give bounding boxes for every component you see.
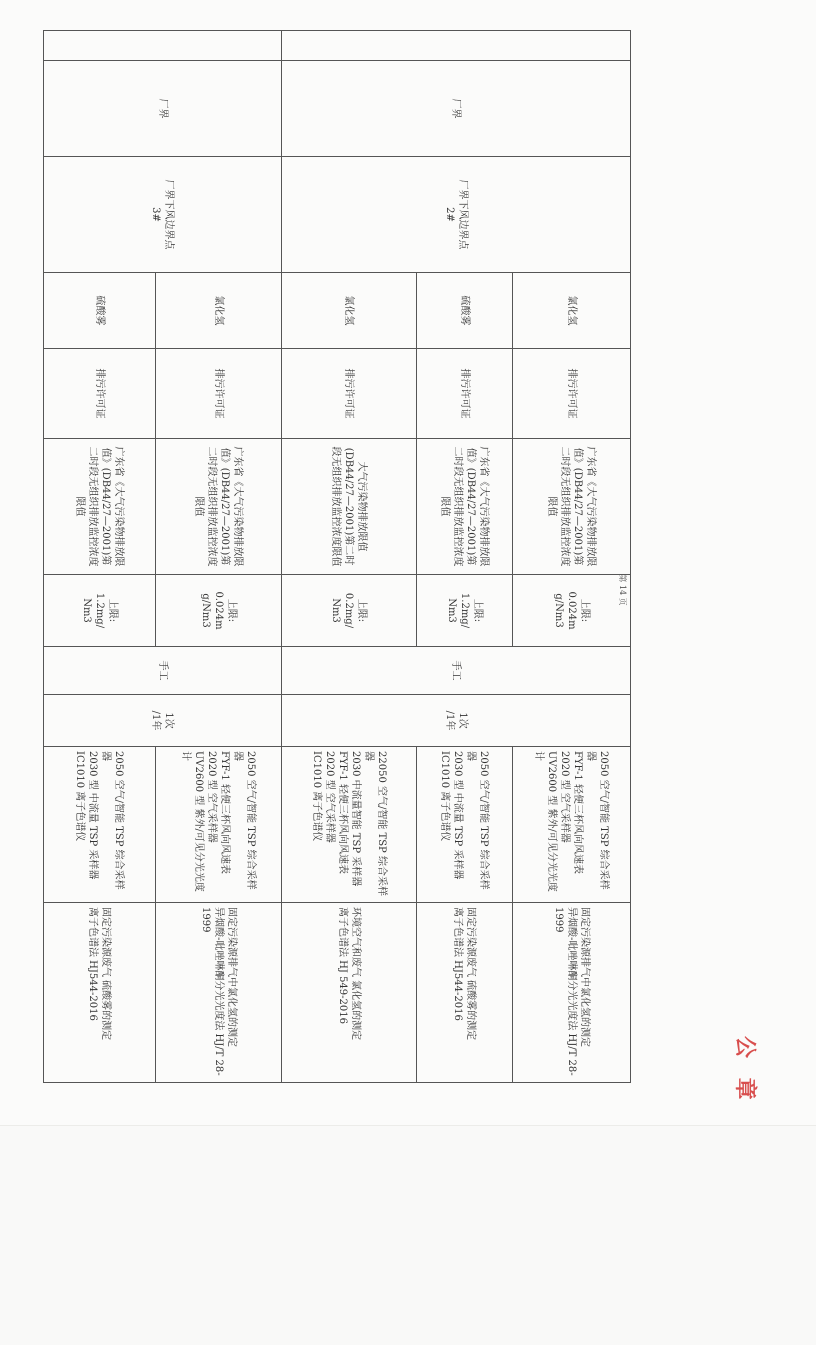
standard-source-cell: 排污许可证 <box>156 349 282 439</box>
monitor-point-cell: 厂界下风边界点 2# <box>282 157 631 273</box>
standard-name-cell: 广东省《大气污染物排放限值》(DB44/27—2001)第二时段无组织排放监控浓度限值 <box>417 439 513 575</box>
monitoring-table-rotated <box>44 30 631 1082</box>
row-index-cell <box>282 31 631 61</box>
analysis-method-cell: 环境空气和废气 氯化氢的测定 离子色谱法 HJ 549-2016 <box>282 903 417 1083</box>
pollutant-cell: 氯化氢 <box>282 273 417 349</box>
instrument-cell: 2050 空气/智能 TSP 综合采样器 FYF-1 轻便三杯风向风速表 2020 型 空气采样器 UV2600 型 紫外/可见分光光度计 <box>156 747 282 903</box>
instrument-cell: 2050 空气/智能 TSP 综合采样器 2030 型 中流量 TSP 采样器 IC1010 离子色谱仪 <box>44 747 156 903</box>
limit-cell: 上限: 1.2mg/ Nm3 <box>44 575 156 647</box>
analysis-method-cell: 固定污染源排气中氯化氢的测定 异烟酸-吡唑啉酮分光光度法 HJ/T 28-1999 <box>156 903 282 1083</box>
instrument-cell: 22050 空气/智能 TSP 综合采样器 2030 中流量智能 TSP 采样器 FYF-1 轻便三杯风向风速表 2020 型 空气采样器 IC1010 离子色谱仪 <box>282 747 417 903</box>
monitor-type-cell: 厂界 <box>282 61 631 157</box>
limit-cell: 上限: 0.024m g/Nm3 <box>156 575 282 647</box>
pollutant-cell: 氯化氢 <box>513 273 631 349</box>
standard-source-cell: 排污许可证 <box>44 349 156 439</box>
monitor-type-cell: 厂界 <box>44 61 282 157</box>
method-cell: 手工 <box>44 647 282 695</box>
row-index-cell <box>44 31 282 61</box>
monitor-point-cell: 厂界下风边界点 3# <box>44 157 282 273</box>
standard-source-cell: 排污许可证 <box>282 349 417 439</box>
standard-name-cell: 大气污染物排放限值(DB44/27—2001)第二时段无组织排放监控浓度限值 <box>282 439 417 575</box>
analysis-method-cell: 固定污染源废气 硫酸雾的测定 离子色谱法 HJ544-2016 <box>44 903 156 1083</box>
table-row <box>513 31 631 1083</box>
analysis-method-cell: 固定污染源排气中氯化氢的测定 异烟酸-吡唑啉酮分光光度法 HJ/T 28-1999 <box>513 903 631 1083</box>
standard-name-cell: 广东省《大气污染物排放限值》(DB44/27—2001)第二时段无组织排放监控浓度限值 <box>156 439 282 575</box>
page-number: 第 14 页 <box>618 574 627 606</box>
method-cell: 手工 <box>282 647 631 695</box>
analysis-method-cell: 固定污染源废气 硫酸雾的测定 离子色谱法 HJ544-2016 <box>417 903 513 1083</box>
limit-cell: 上限: 1.2mg/ Nm3 <box>417 575 513 647</box>
standard-source-cell: 排污许可证 <box>513 349 631 439</box>
pollutant-cell: 硫酸雾 <box>417 273 513 349</box>
standard-name-cell: 广东省《大气污染物排放限值》(DB44/27—2001)第二时段无组织排放监控浓度限值 <box>44 439 156 575</box>
frequency-cell: 1次 /1年 <box>44 695 282 747</box>
pollutant-cell: 硫酸雾 <box>44 273 156 349</box>
next-page-edge <box>0 1125 816 1345</box>
frequency-cell: 1次 /1年 <box>282 695 631 747</box>
instrument-cell: 2050 空气/智能 TSP 综合采样器 2030 型 中流量 TSP 采样器 IC1010 离子色谱仪 <box>417 747 513 903</box>
pollutant-cell: 氯化氢 <box>156 273 282 349</box>
red-seal-stamp: 公 章 <box>732 1036 757 1106</box>
standard-name-cell: 广东省《大气污染物排放限值》(DB44/27—2001)第二时段无组织排放监控浓度限值 <box>513 439 631 575</box>
limit-cell: 上限: 0.024m g/Nm3 <box>513 575 631 647</box>
monitoring-table <box>43 30 631 1083</box>
limit-cell: 上限: 0.2mg/ Nm3 <box>282 575 417 647</box>
standard-source-cell: 排污许可证 <box>417 349 513 439</box>
table-row <box>156 31 282 1083</box>
instrument-cell: 2050 空气/智能 TSP 综合采样器 FYF-1 轻便三杯风向风速表 2020 型 空气采样器 UV2600 型 紫外/可见分光光度计 <box>513 747 631 903</box>
